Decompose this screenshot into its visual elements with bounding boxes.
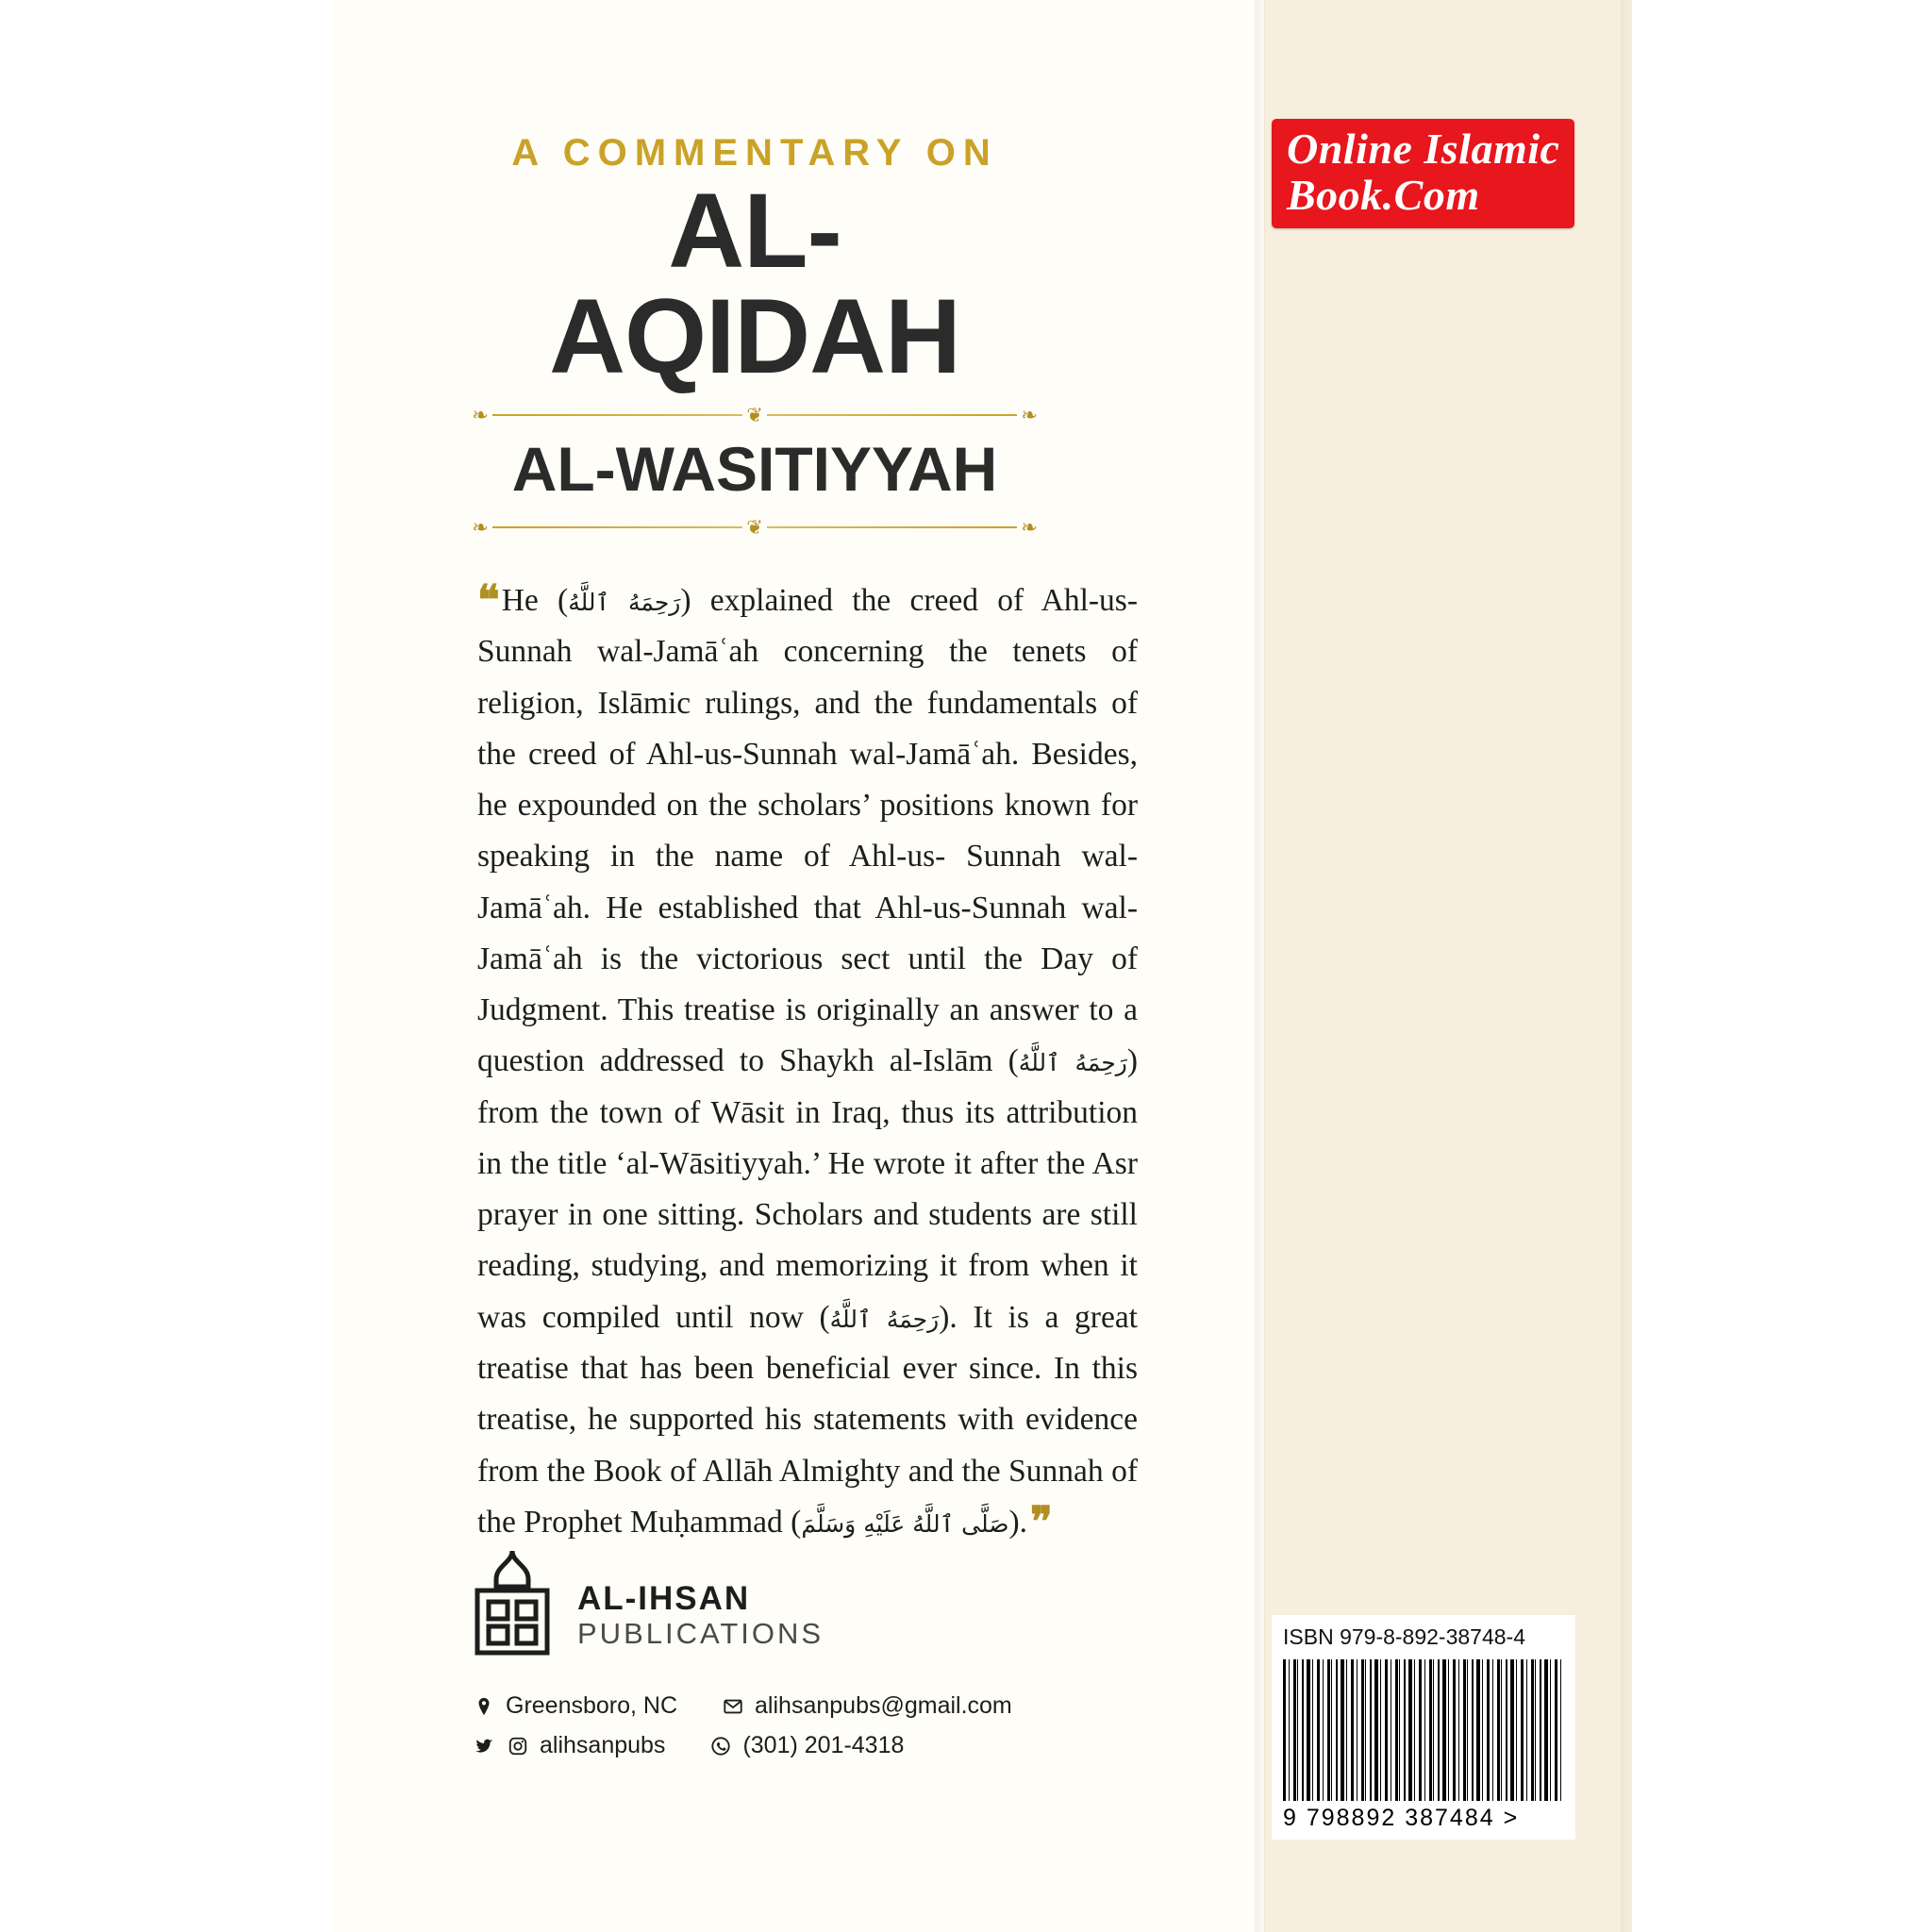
page-subtitle: AL-WASITIYYAH bbox=[511, 434, 998, 504]
ornament-right-icon: ❧ bbox=[1017, 515, 1041, 540]
ornament-right-icon: ❧ bbox=[1017, 403, 1041, 427]
contact-line-social bbox=[472, 1732, 1189, 1759]
ornament-left-icon: ❧ bbox=[468, 403, 492, 427]
publisher-location: Greensboro, NC bbox=[506, 1692, 678, 1719]
ornamental-divider-top bbox=[472, 403, 1038, 427]
quote-close-icon: ❞ bbox=[1030, 1498, 1053, 1545]
title-kicker: A COMMENTARY ON bbox=[511, 132, 998, 174]
blurb-arabic-4: صَلَّى ٱللَّهُ عَلَيْهِ وَسَلَّمَ bbox=[801, 1509, 1009, 1538]
barcode-digits bbox=[1283, 1805, 1564, 1832]
email-icon bbox=[721, 1694, 745, 1719]
page-left-margin bbox=[0, 0, 332, 1932]
publisher-contact bbox=[472, 1692, 1189, 1759]
blurb-text-2: ) explained the creed of Ahl-us-Sunnah wal-Jamāʿah concerning the tenets of religion, Islāmic rulings, and the fundamentals of the creed of Ahl-us-Sunnah wal-Jamāʿah. Besides, he expounded on the scholars’ positions known for speaking in the name of Ahl-us- Sunnah wal-Jamāʿah. He established that Ahl-us-Sunnah wal-Jamāʿah is the victorious sect until the Day of Judgment. This treatise is originally an answer to a question addressed to Shaykh al-Islām ( bbox=[477, 583, 1138, 1079]
site-watermark bbox=[1272, 119, 1574, 228]
back-cover-blurb bbox=[477, 575, 1138, 1548]
whatsapp-icon[interactable] bbox=[708, 1734, 733, 1758]
ornament-left-icon: ❧ bbox=[468, 515, 492, 540]
watermark-line-2: Book.Com bbox=[1287, 170, 1480, 219]
barcode-block bbox=[1272, 1615, 1575, 1840]
publisher-block bbox=[472, 1547, 1189, 1772]
ornamental-divider-bottom bbox=[472, 515, 1038, 540]
blurb-arabic-2: رَحِمَهُ ٱللَّهُ bbox=[1018, 1049, 1127, 1077]
blurb-text-3: ) from the town of Wāsit in Iraq, thus its attribution in the title ‘al-Wāsitiyyah.’ He wrote it after the Asr prayer in one sitting. Scholars and students are still reading, studying, and memorizing it from when it was compiled until now ( bbox=[477, 1043, 1138, 1335]
twitter-icon[interactable] bbox=[472, 1734, 496, 1758]
blurb-arabic-3: رَحِمَهُ ٱللَّهُ bbox=[829, 1305, 940, 1333]
location-pin-icon bbox=[472, 1694, 496, 1719]
watermark-line-1: Online Islamic bbox=[1287, 125, 1560, 173]
barcode-bars-icon bbox=[1283, 1659, 1564, 1801]
publisher-subtitle: PUBLICATIONS bbox=[577, 1617, 824, 1651]
page-title: AL-AQIDAH bbox=[549, 172, 960, 395]
publisher-name: AL-IHSAN bbox=[577, 1580, 751, 1618]
publisher-email[interactable]: alihsanpubs@gmail.com bbox=[755, 1692, 1012, 1719]
barcode-number: 9 798892 387484 bbox=[1283, 1805, 1495, 1831]
blurb-text-5: ). bbox=[1008, 1504, 1028, 1540]
instagram-icon[interactable] bbox=[506, 1734, 530, 1758]
ornament-center-icon: ❦ bbox=[742, 515, 767, 540]
blurb-arabic-1: رَحِمَهُ ٱللَّهُ bbox=[568, 589, 681, 616]
publisher-phone[interactable]: (301) 201-4318 bbox=[742, 1732, 905, 1758]
isbn-label: ISBN 979-8-892-38748-4 bbox=[1283, 1624, 1525, 1649]
cover-title-block bbox=[472, 132, 1038, 549]
page-right-margin bbox=[1632, 0, 1932, 1932]
publisher-logo-icon bbox=[472, 1547, 553, 1658]
ornament-center-icon: ❦ bbox=[742, 403, 767, 427]
blurb-text-4: ). It is a great treatise that has been beneficial ever since. In this treatise, he supported his statements with evidence from the Book of Allāh Almighty and the Sunnah of the Prophet Muḥammad ( bbox=[477, 1299, 1138, 1540]
contact-line-address bbox=[472, 1692, 1189, 1720]
quote-open-icon: ❝ bbox=[477, 577, 500, 624]
blurb-text-1: He ( bbox=[501, 583, 569, 618]
publisher-social-handle[interactable]: alihsanpubs bbox=[540, 1732, 666, 1758]
barcode-addon: > bbox=[1503, 1805, 1520, 1831]
